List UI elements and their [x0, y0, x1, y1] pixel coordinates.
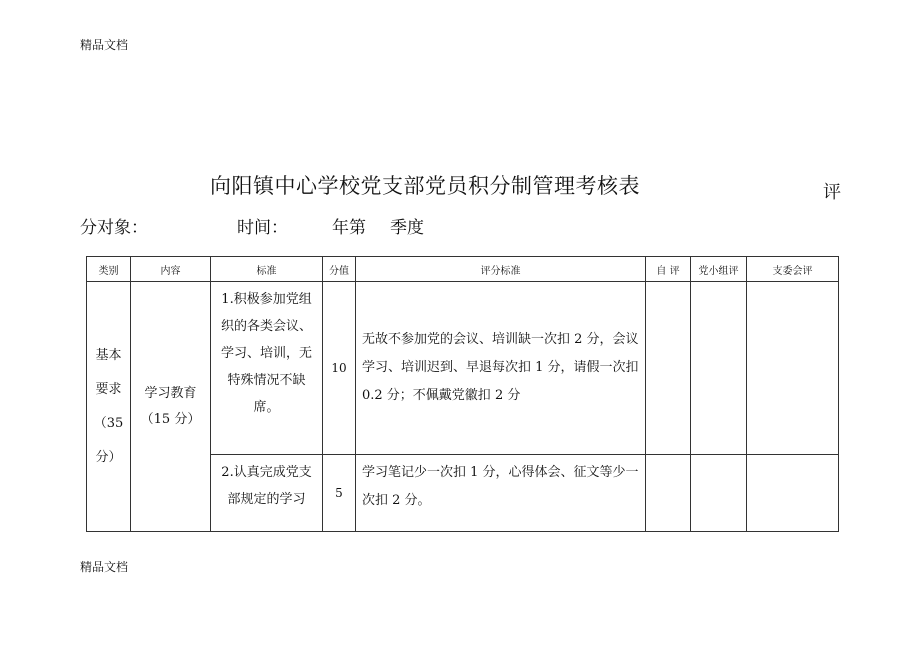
header-content: 内容 [131, 257, 211, 282]
committee-eval-cell[interactable] [747, 455, 839, 532]
year-label: 年第 [332, 218, 366, 238]
title-tail-char: 评 [823, 182, 841, 203]
standard-line: 席。 [253, 400, 280, 415]
standard-line: 学习、培训，无 [220, 346, 312, 361]
self-eval-cell[interactable] [646, 282, 691, 455]
standard-line: 特殊情况不缺 [227, 373, 306, 388]
header-committee-eval: 支委会评 [747, 257, 839, 282]
score-cell: 5 [323, 455, 356, 532]
page-title: 向阳镇中心学校党支部党员积分制管理考核表 [210, 174, 640, 198]
score-cell: 10 [323, 282, 356, 455]
criteria-line: 次扣 2 分。 [362, 493, 431, 508]
self-eval-cell[interactable] [646, 455, 691, 532]
standard-line: 部规定的学习 [227, 492, 306, 507]
standard-cell [211, 455, 323, 532]
group-eval-cell[interactable] [691, 282, 747, 455]
criteria-line: 学习、培训迟到、早退每次扣 1 分，请假一次扣 [362, 360, 639, 375]
group-eval-cell[interactable] [691, 455, 747, 532]
table-header-row [87, 257, 839, 282]
category-line: 要求 [95, 381, 122, 397]
footer-note: 精品文档 [80, 560, 129, 574]
criteria-line: 0.2 分；不佩戴党徽扣 2 分 [362, 388, 521, 403]
criteria-cell [356, 455, 646, 532]
criteria-cell [356, 282, 646, 455]
committee-eval-cell[interactable] [747, 282, 839, 455]
header-note: 精品文档 [80, 38, 129, 52]
standard-line: 2.认真完成党支 [221, 465, 312, 480]
criteria-line: 学习笔记少一次扣 1 分，心得体会、征文等少一 [362, 465, 639, 480]
header-category: 类别 [87, 257, 131, 282]
target-label: 分对象： [80, 218, 148, 238]
standard-line: 织的各类会议、 [220, 319, 312, 334]
standard-line: 1.积极参加党组 [221, 292, 312, 307]
category-cell [87, 282, 131, 532]
content-line: 学习教育 [144, 385, 197, 401]
assessment-table [86, 256, 839, 532]
quarter-label: 季度 [390, 218, 424, 238]
standard-cell [211, 282, 323, 455]
header-group-eval: 党小组评 [691, 257, 747, 282]
content-cell [131, 282, 211, 532]
category-line: （35 [93, 415, 124, 431]
category-line: 分） [95, 449, 122, 465]
header-standard: 标准 [211, 257, 323, 282]
table-row [87, 282, 839, 455]
header-score: 分值 [323, 257, 356, 282]
content-line: （15 分） [140, 411, 201, 427]
category-line: 基本 [95, 347, 122, 363]
time-label: 时间： [237, 218, 288, 238]
header-criteria: 评分标准 [356, 257, 646, 282]
header-self-eval: 自 评 [646, 257, 691, 282]
criteria-line: 无故不参加党的会议、培训缺一次扣 2 分，会议 [362, 332, 639, 347]
